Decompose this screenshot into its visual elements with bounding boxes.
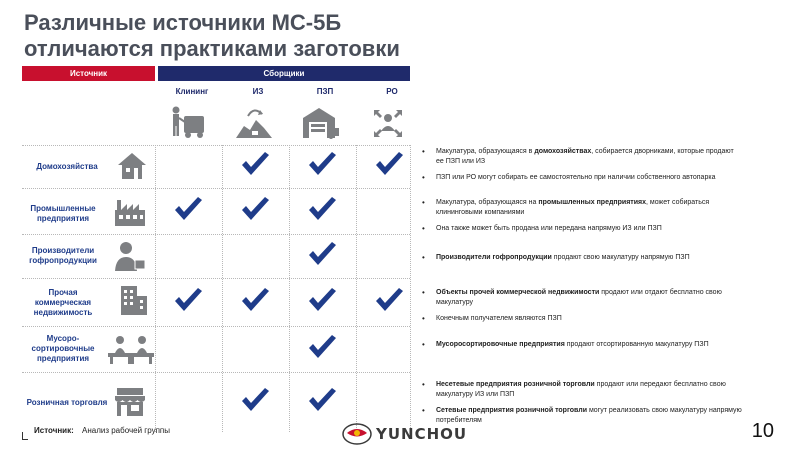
description-text: продают свою макулатуру напрямую ПЗП [551, 254, 690, 261]
page-number: 10 [751, 420, 774, 442]
grid-line [410, 145, 411, 432]
checkmark-icon [309, 197, 336, 220]
description-bullet [420, 147, 742, 167]
source-note-label: Источник: [34, 426, 74, 435]
source-note [34, 426, 170, 435]
description-bullet [420, 224, 742, 234]
sorting-line-icon [106, 333, 156, 365]
row-separator [22, 372, 410, 373]
description-text: могут реализовать свою макулатуру напрямую потребителям [436, 407, 742, 424]
description-emphasis: Мусоросортировочные предприятия [436, 341, 565, 348]
checkmark-icon [376, 288, 403, 311]
warehouse-truck-icon [301, 104, 341, 140]
description-text: ПЗП или РО могут собирать ее самостоятельно при наличии собственного автопарка [436, 174, 716, 181]
description-bullet [420, 380, 742, 400]
description-emphasis: промышленных предприятиях [538, 199, 647, 206]
description-emphasis: Объекты прочей коммерческой недвижимости [436, 289, 600, 296]
source-header: Источник [22, 66, 155, 81]
description-text: Макулатура, образующаяся в [436, 148, 535, 155]
description-bullet [420, 173, 742, 183]
logo-emblem-icon [342, 423, 372, 445]
description-text: , собирается дворниками, которые продают ее ПЗП или ИЗ [436, 148, 734, 165]
yunchou-logo [342, 422, 472, 446]
checkmark-icon [242, 288, 269, 311]
checkmark-icon [175, 197, 202, 220]
retail-store-icon [113, 386, 147, 418]
description-text: Макулатура, образующаяся на [436, 199, 539, 206]
description-text: продают или отдают бесплатно свою макулатуру [436, 289, 722, 306]
description-bullet [420, 288, 742, 308]
checkmark-icon [175, 288, 202, 311]
checkmark-icon [376, 152, 403, 175]
column-pzp: ПЗП [316, 87, 334, 96]
waste-pile-icon [234, 104, 274, 140]
factory-icon [113, 196, 147, 228]
column-iz: ИЗ [252, 87, 264, 96]
description-emphasis: домохозяйствах [534, 148, 592, 155]
worker-with-box-icon [113, 240, 147, 272]
row-description-industrial [420, 198, 742, 240]
column-cleaning: Клининг [175, 87, 209, 96]
checkmark-icon [309, 242, 336, 265]
logo-text: YUNCHOU [376, 425, 468, 443]
row-label-industrial: Промышленные предприятия [30, 204, 96, 223]
checkmark-icon [309, 388, 336, 411]
row-label-retail: Розничная торговля [26, 398, 108, 407]
description-text: Она также может быть продана или передана напрямую ИЗ или ПЗП [436, 225, 662, 232]
checkmark-icon [242, 197, 269, 220]
row-separator [22, 278, 410, 279]
recycling-operator-icon [368, 104, 408, 140]
checkmark-icon [309, 335, 336, 358]
row-separator [22, 188, 410, 189]
title-line-2: отличаются практиками заготовки [24, 36, 400, 61]
checkmark-icon [309, 152, 336, 175]
row-separator [22, 145, 410, 146]
corner-mark [22, 432, 28, 440]
row-label-corrugated: Производители гофропродукции [29, 246, 97, 265]
checkmark-icon [242, 152, 269, 175]
description-bullet [420, 198, 742, 218]
row-label-households: Домохозяйства [36, 162, 98, 171]
description-text: продают отсортированную макулатуру ПЗП [564, 341, 709, 348]
description-emphasis: Производители гофропродукции [436, 254, 552, 261]
description-bullet [420, 314, 742, 324]
row-label-sorting: Мусоро-сортировочные предприятия [31, 334, 95, 363]
description-text: продают или передают бесплатно свою макулатуру ИЗ или ПЗП [436, 381, 726, 398]
row-description-sorting [420, 340, 742, 356]
title-line-1: Различные источники МС-5Б [24, 10, 342, 35]
row-description-households [420, 147, 742, 189]
row-separator [22, 326, 410, 327]
office-building-icon [115, 284, 149, 316]
description-emphasis: Несетевые предприятия розничной торговли [436, 381, 595, 388]
slide-title [24, 10, 544, 62]
row-separator [22, 234, 410, 235]
cleaning-machine-icon [168, 104, 208, 140]
row-label-commercial: Прочая коммерческая недвижимость [33, 288, 93, 317]
description-emphasis: Сетевые предприятия розничной торговли [436, 407, 588, 414]
checkmark-icon [242, 388, 269, 411]
column-ro: РО [386, 87, 398, 96]
row-description-commercial [420, 288, 742, 330]
description-text: Конечным получателем являются ПЗП [436, 315, 562, 322]
description-bullet [420, 253, 742, 263]
row-description-corrugated [420, 253, 742, 269]
checkmark-icon [309, 288, 336, 311]
description-bullet [420, 340, 742, 350]
source-note-text: Анализ рабочей группы [82, 426, 170, 435]
house-icon [115, 150, 149, 182]
description-text: , может собираться клининговыми компаниями [436, 199, 710, 216]
collectors-header: Сборщики [158, 66, 410, 81]
